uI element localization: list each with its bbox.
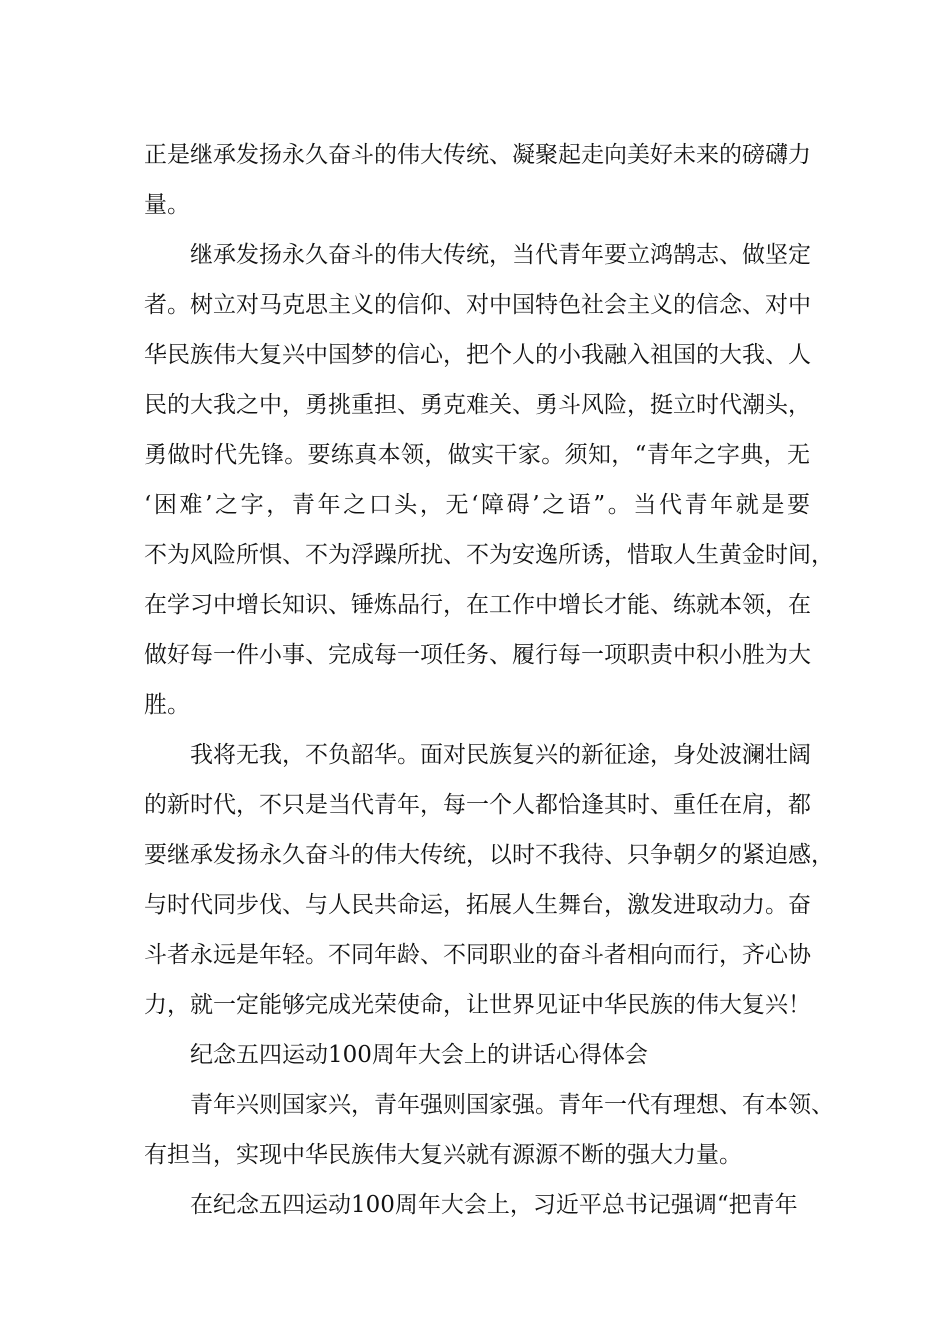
- text-line: 华民族伟大复兴中国梦的信心，把个人的小我融入祖国的大我、人: [144, 342, 811, 368]
- text-line: 的新时代，不只是当代青年，每一个人都恰逢其时、重任在肩，都: [144, 792, 811, 818]
- text-line: 做好每一件小事、完成每一项任务、履行每一项职责中积小胜为大: [144, 642, 811, 668]
- text-line: 量。: [144, 192, 190, 218]
- text-line: 斗者永远是年轻。不同年龄、不同职业的奋斗者相向而行，齐心协: [144, 942, 811, 968]
- text-line: 胜。: [144, 692, 190, 718]
- paragraph-start-line: 我将无我，不负韶华。面对民族复兴的新征途，身处波澜壮阔: [190, 742, 811, 768]
- text-line: 与时代同步伐、与人民共命运，拓展人生舞台，激发进取动力。奋: [144, 892, 811, 918]
- text-line: 在学习中增长知识、锤炼品行，在工作中增长才能、练就本领，在: [144, 592, 811, 618]
- text-line: 者。树立对马克思主义的信仰、对中国特色社会主义的信念、对中: [144, 292, 811, 318]
- paragraph-start-line: 在纪念五四运动100周年大会上，习近平总书记强调“把青年: [190, 1192, 798, 1218]
- document-body: [144, 130, 834, 1230]
- text-line: 勇做时代先锋。要练真本领，做实干家。须知，“青年之字典，无: [144, 442, 810, 468]
- paragraph-start-line: 青年兴则国家兴，青年强则国家强。青年一代有理想、有本领、: [190, 1092, 834, 1118]
- text-line: ‘困难’之字，青年之口头，无‘障碍’之语”。当代青年就是要: [144, 492, 810, 518]
- paragraph-start-line: 继承发扬永久奋斗的伟大传统，当代青年要立鸿鹄志、做坚定: [190, 242, 811, 268]
- text-line: 要继承发扬永久奋斗的伟大传统，以时不我待、只争朝夕的紧迫感，: [144, 842, 834, 868]
- text-line: 正是继承发扬永久奋斗的伟大传统、凝聚起走向美好未来的磅礴力: [144, 142, 811, 168]
- text-line: 民的大我之中，勇挑重担、勇克难关、勇斗风险，挺立时代潮头，: [144, 392, 811, 418]
- section-title: 纪念五四运动100周年大会上的讲话心得体会: [190, 1042, 648, 1068]
- text-line: 有担当，实现中华民族伟大复兴就有源源不断的强大力量。: [144, 1142, 742, 1168]
- text-line: 不为风险所惧、不为浮躁所扰、不为安逸所诱，惜取人生黄金时间，: [144, 542, 834, 568]
- text-line: 力，就一定能够完成光荣使命，让世界见证中华民族的伟大复兴！: [144, 992, 811, 1018]
